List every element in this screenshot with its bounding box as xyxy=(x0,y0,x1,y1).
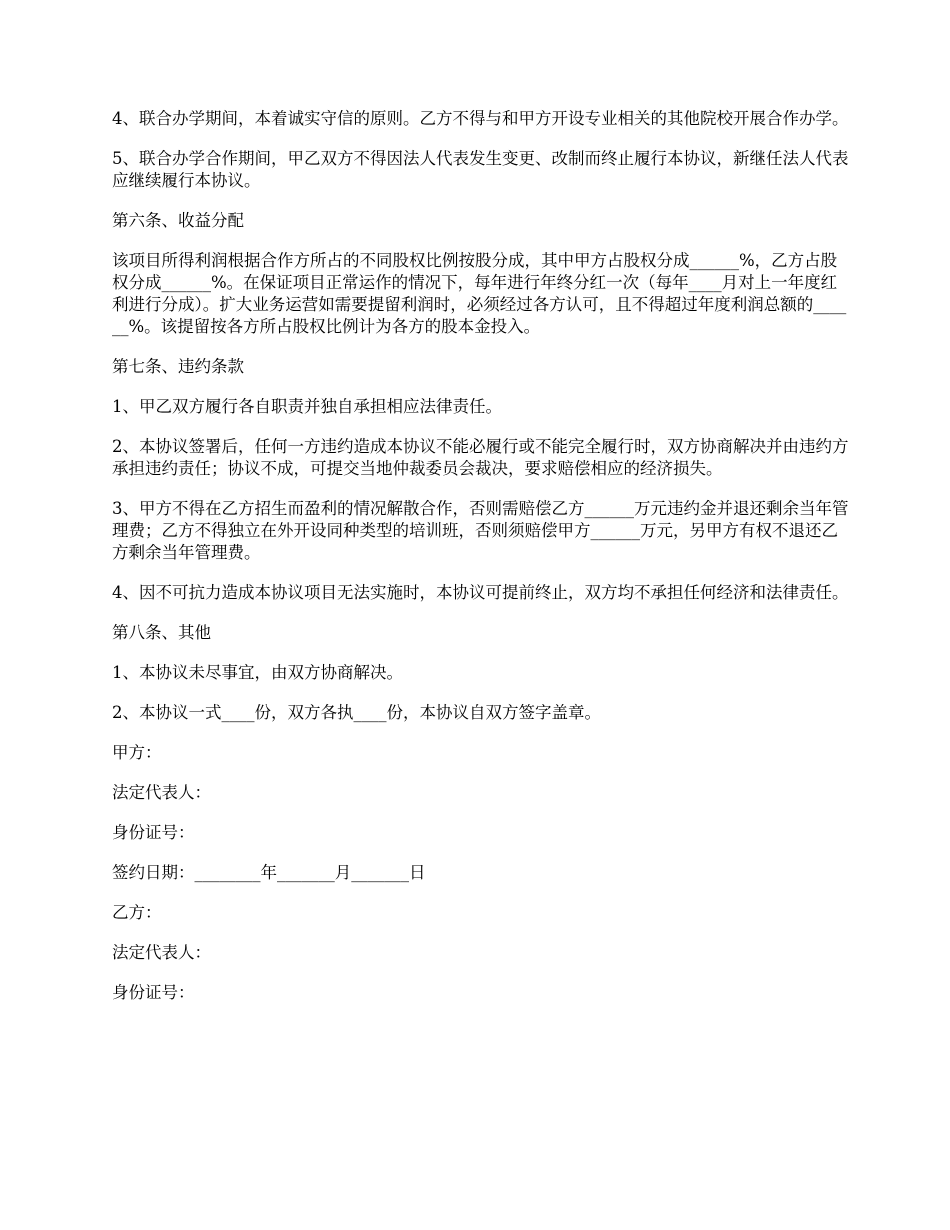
document-body xyxy=(112,108,852,1022)
clause-6-body: 该项目所得利润根据合作方所占的不同股权比例按股分成，其中甲方占股权分成______%，乙方占股权分成______%。在保证项目正常运作的情况下，每年进行年终分红一次（每年____月对上一年度红利进行分成）。扩大业务运营如需要提留利润时，必须经过各方认可，且不得超过年度利润总额的______%。该提留按各方所占股权比例计为各方的股本金投入。 xyxy=(112,251,847,336)
party-a-id-number: 身份证号： xyxy=(112,823,195,842)
party-b-representative: 法定代表人： xyxy=(112,943,211,962)
party-b-label: 乙方： xyxy=(112,903,162,922)
clause-5-5: 5、联合办学合作期间，甲乙双方不得因法人代表发生变更、改制而终止履行本协议，新继任法人代表应继续履行本协议。 xyxy=(112,149,849,190)
clause-8-2: 2、本协议一式____份，双方各执____份，本协议自双方签字盖章。 xyxy=(112,703,601,722)
party-a-representative: 法定代表人： xyxy=(112,783,211,802)
section-heading-7: 第七条、违约条款 xyxy=(112,357,244,376)
section-heading-6: 第六条、收益分配 xyxy=(112,211,244,230)
clause-7-2: 2、本协议签署后，任何一方违约造成本协议不能必履行或不能完全履行时，双方协商解决并由违约方承担违约责任；协议不成，可提交当地仲裁委员会裁决，要求赔偿相应的经济损失。 xyxy=(112,437,849,478)
clause-5-4: 4、联合办学期间，本着诚实守信的原则。乙方不得与和甲方开设专业相关的其他院校开展合作办学。 xyxy=(112,109,849,128)
party-b-id-number: 身份证号： xyxy=(112,983,195,1002)
clause-8-1: 1、本协议未尽事宜，由双方协商解决。 xyxy=(112,663,403,682)
section-heading-8: 第八条、其他 xyxy=(112,623,211,642)
clause-7-3: 3、甲方不得在乙方招生而盈利的情况解散合作，否则需赔偿乙方______万元违约金并退还剩余当年管理费；乙方不得独立在外开设同种类型的培训班，否则须赔偿甲方______万元，另甲方有权不退还乙方剩余当年管理费。 xyxy=(112,499,849,562)
clause-7-1: 1、甲乙双方履行各自职责并独自承担相应法律责任。 xyxy=(112,397,502,416)
party-a-label: 甲方： xyxy=(112,743,162,762)
clause-7-4: 4、因不可抗力造成本协议项目无法实施时，本协议可提前终止，双方均不承担任何经济和法律责任。 xyxy=(112,583,849,602)
signing-date: 签约日期：________年_______月_______日 xyxy=(112,863,426,882)
